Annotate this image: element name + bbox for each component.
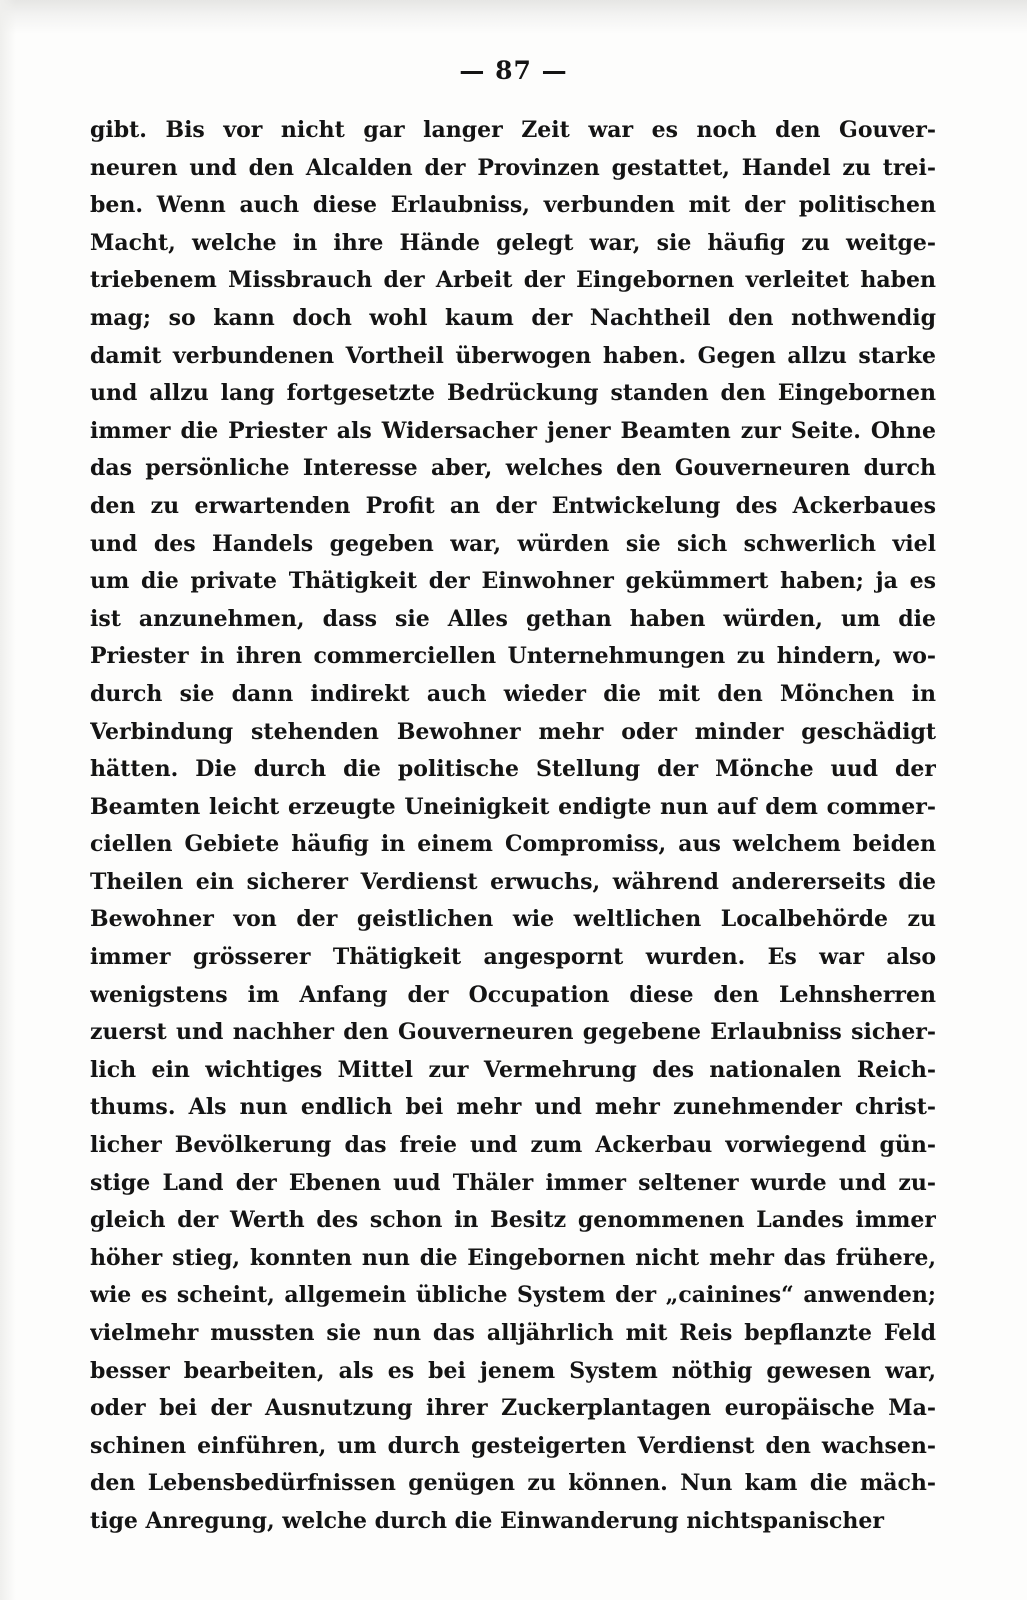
text-line: wenigstens im Anfang der Occupation diese den Lehnsherren	[90, 981, 936, 1008]
text-line: immer grösserer Thätigkeit angespornt wurden. Es war also	[90, 944, 936, 971]
text-line: wie es scheint, allgemein übliche System der „cainines“ anwenden;	[90, 1282, 936, 1309]
scan-edge-left	[0, 0, 16, 1600]
text-line: Theilen ein sicherer Verdienst erwuchs, während andererseits die	[90, 868, 936, 895]
text-line: vielmehr mussten sie nun das alljährlich mit Reis bepflanzte Feld	[90, 1320, 936, 1346]
text-line: oder bei der Ausnutzung ihrer Zuckerplantagen europäische Ma-	[90, 1395, 936, 1422]
text-line: besser bearbeiten, als es bei jenem System nöthig gewesen war,	[90, 1357, 936, 1384]
text-line: Verbindung stehenden Bewohner mehr oder minder geschädigt	[90, 718, 936, 745]
text-line: mag; so kann doch wohl kaum der Nachtheil den nothwendig	[90, 304, 936, 331]
text-line: hätten. Die durch die politische Stellung der Mönche uud der	[90, 756, 936, 783]
text-line: ciellen Gebiete häufig in einem Compromiss, aus welchem beiden	[90, 831, 936, 858]
text-line: um die private Thätigkeit der Einwohner gekümmert haben; ja es	[90, 568, 936, 595]
text-line: lich ein wichtiges Mittel zur Vermehrung des nationalen Reich-	[90, 1056, 936, 1083]
text-line: das persönliche Interesse aber, welches den Gouverneuren durch	[90, 455, 936, 482]
text-line: den zu erwartenden Profit an der Entwickelung des Ackerbaues	[90, 492, 936, 519]
text-line: Macht, welche in ihre Hände gelegt war, sie häufig zu weitge-	[90, 229, 936, 256]
text-line: Bewohner von der geistlichen wie weltlichen Localbehörde zu	[90, 906, 936, 933]
body-text	[90, 112, 936, 1541]
text-line: durch sie dann indirekt auch wieder die mit den Mönchen in	[90, 680, 936, 707]
text-line: zuerst und nachher den Gouverneuren gegebene Erlaubniss sicher-	[90, 1019, 936, 1046]
text-line: triebenem Missbrauch der Arbeit der Eingebornen verleitet haben	[90, 267, 936, 294]
text-line: stige Land der Ebenen uud Thäler immer seltener wurde und zu-	[90, 1169, 936, 1196]
text-line: thums. Als nun endlich bei mehr und mehr zunehmender christ-	[90, 1094, 936, 1121]
text-line: ben. Wenn auch diese Erlaubniss, verbunden mit der politischen	[90, 192, 936, 219]
text-line: und des Handels gegeben war, würden sie sich schwerlich viel	[90, 530, 936, 557]
text-line: höher stieg, konnten nun die Eingebornen nicht mehr das frühere,	[90, 1244, 936, 1271]
text-line: immer die Priester als Widersacher jener Beamten zur Seite. Ohne	[90, 417, 936, 444]
text-line: und allzu lang fortgesetzte Bedrückung standen den Eingebornen	[90, 380, 936, 407]
text-line: Priester in ihren commerciellen Unternehmungen zu hindern, wo-	[90, 643, 936, 670]
text-line: gleich der Werth des schon in Besitz genommenen Landes immer	[90, 1207, 936, 1234]
text-line: tige Anregung, welche durch die Einwanderung nichtspanischer	[90, 1507, 884, 1534]
text-line: den Lebensbedürfnissen genügen zu können. Nun kam die mäch-	[90, 1470, 936, 1497]
text-line: ist anzunehmen, dass sie Alles gethan haben würden, um die	[90, 605, 936, 632]
text-line: schinen einführen, um durch gesteigerten Verdienst den wachsen-	[90, 1432, 936, 1459]
text-line: licher Bevölkerung das freie und zum Ackerbau vorwiegend gün-	[90, 1132, 936, 1159]
text-line: gibt. Bis vor nicht gar langer Zeit war es noch den Gouver-	[90, 117, 936, 143]
page-number: — 87 —	[459, 56, 568, 85]
text-line: damit verbundenen Vortheil überwogen haben. Gegen allzu starke	[90, 342, 936, 369]
scan-edge-top	[0, 0, 1027, 34]
text-line: neuren und den Alcalden der Provinzen gestattet, Handel zu trei-	[90, 154, 936, 181]
text-line: Beamten leicht erzeugte Uneinigkeit endigte nun auf dem commer-	[90, 793, 936, 820]
